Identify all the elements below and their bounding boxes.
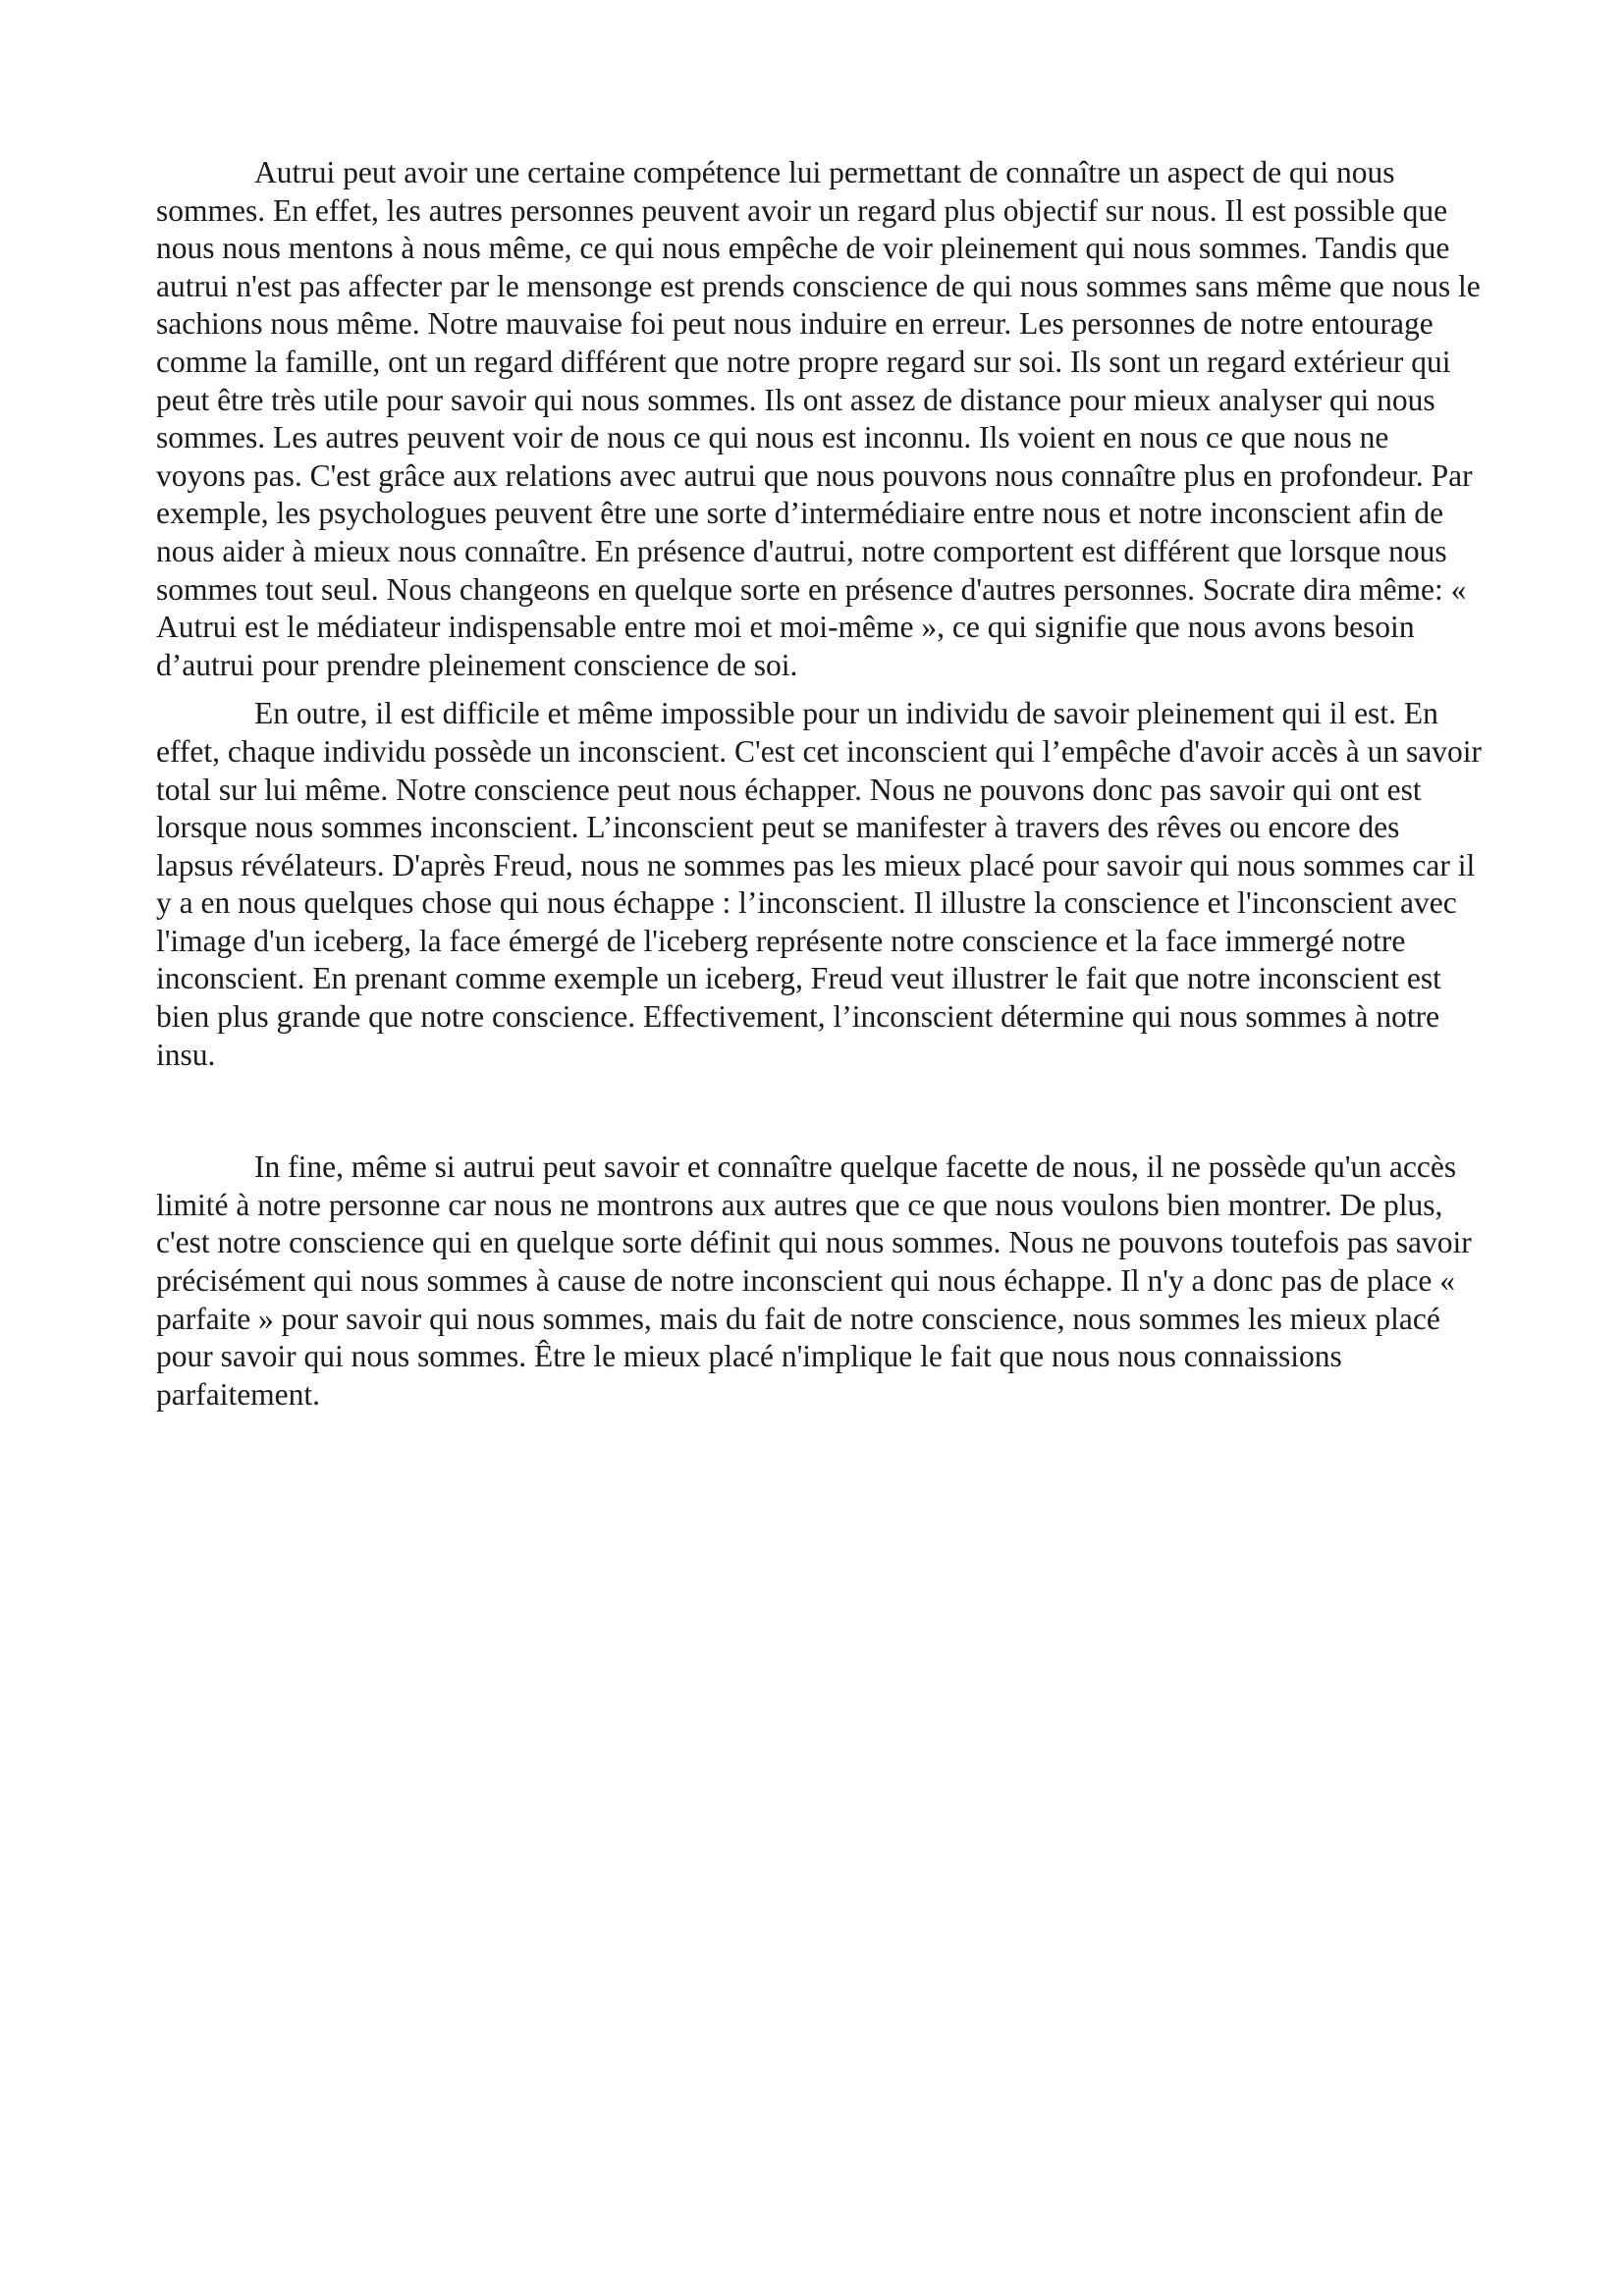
paragraph-autrui: Autrui peut avoir une certaine compétence lui permettant de connaître un aspect de qui nous sommes. En effet, les autres personnes peuvent avoir un regard plus objectif sur nous. Il est possible que nous nous mentons à nous même, ce qui nous empêche de voir pleinement qui nous sommes. Tandis que autrui n'est pas affecter par le mensonge est prends conscience de qui nous sommes sans même que nous le sachions nous même. Notre mauvaise foi peut nous induire en erreur. Les personnes de notre entourage comme la famille, ont un regard différent que notre propre regard sur soi. Ils sont un regard extérieur qui peut être très utile pour savoir qui nous sommes. Ils ont assez de distance pour mieux analyser qui nous sommes. Les autres peuvent voir de nous ce qui nous est inconnu. Ils voient en nous ce que nous ne voyons pas. C'est grâce aux relations avec autrui que nous pouvons nous connaître plus en profondeur. Par exemple, les psychologues peuvent être une sorte d’intermédiaire entre nous et notre inconscient afin de nous aider à mieux nous connaître. En présence d'autrui, notre comportent est différent que lorsque nous sommes tout seul. Nous changeons en quelque sorte en présence d'autres personnes. Socrate dira même: « Autrui est le médiateur indispensable entre moi et moi-même », ce qui signifie que nous avons besoin d’autrui pour prendre pleinement conscience de soi. [156,155,1481,682]
paragraph-conclusion: In fine, même si autrui peut savoir et connaître quelque facette de nous, il ne possède qu'un accès limité à notre personne car nous ne montrons aux autres que ce que nous voulons bien montrer. De plus, c'est notre conscience qui en quelque sorte définit qui nous sommes. Nous ne pouvons toutefois pas savoir précisément qui nous sommes à cause de notre inconscient qui nous échappe. Il n'y a donc pas de place « parfaite » pour savoir qui nous sommes, mais du fait de notre conscience, nous sommes les mieux placé pour savoir qui nous sommes. Être le mieux placé n'implique le fait que nous nous connaissions parfaitement. [156,1149,1472,1412]
paragraph-inconscient: En outre, il est difficile et même impossible pour un individu de savoir pleinement qui il est. En effet, chaque individu possède un inconscient. C'est cet inconscient qui l’empêche d'avoir accès à un savoir total sur lui même. Notre conscience peut nous échapper. Nous ne pouvons donc pas savoir qui ont est lorsque nous sommes inconscient. L’inconscient peut se manifester à travers des rêves ou encore des lapsus révélateurs. D'après Freud, nous ne sommes pas les mieux placé pour savoir qui nous sommes car il y a en nous quelques chose qui nous échappe : l’inconscient. Il illustre la conscience et l'inconscient avec l'image d'un iceberg, la face émergé de l'iceberg représente notre conscience et la face immergé notre inconscient. En prenant comme exemple un iceberg, Freud veut illustrer le fait que notre inconscient est bien plus grande que notre conscience. Effectivement, l’inconscient détermine qui nous sommes à notre insu. [156,696,1482,1072]
document-body [156,154,1484,1414]
